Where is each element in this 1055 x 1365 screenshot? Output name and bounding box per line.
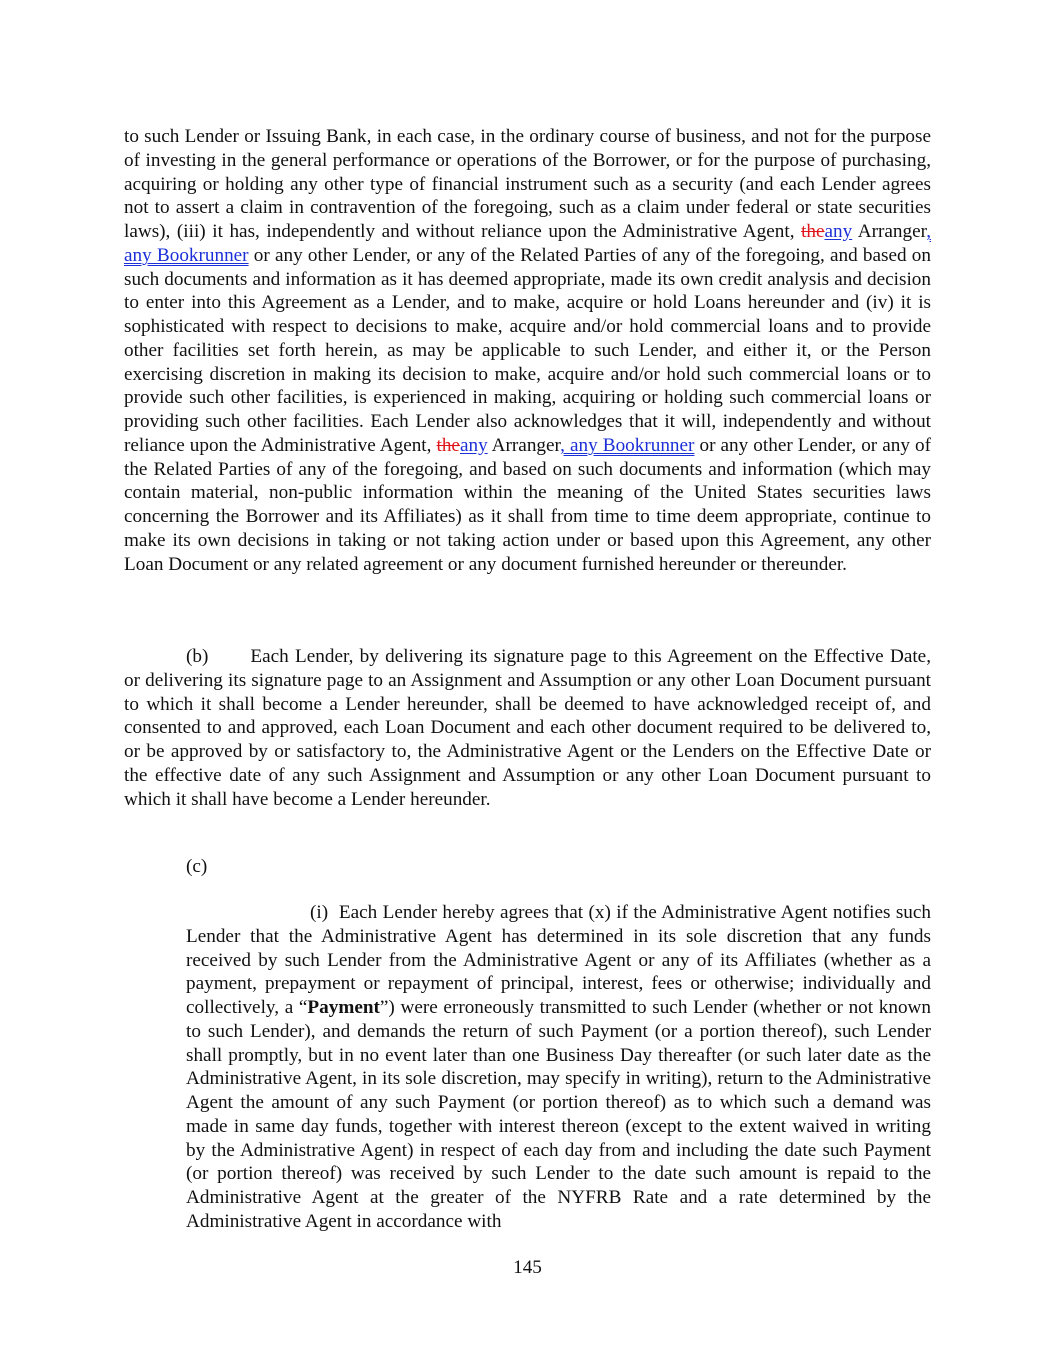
defined-term: Payment <box>307 997 380 1018</box>
deleted-text: the <box>436 434 460 456</box>
paragraph-text: Each Lender, by delivering its signature page to this Agreement on the Effective Date, or delivering its signature page to an Assignment and Assumption or any other Loan Document pursuant to which it shall become a Lender hereunder, shall be deemed to have acknowledged receipt of, and consented to and approved, each Loan Document and each other document required to be delivered to, or be approved by or satisfactory to, the Administrative Agent or the Lenders on the Effective Date or the effective date of any such Assignment and Assumption or any other Loan Document pursuant to which it shall have become a Lender hereunder. <box>124 646 931 810</box>
paragraph-label: (b) <box>186 646 209 667</box>
inserted-text: , any Bookrunner <box>560 434 695 456</box>
inserted-text: , any Bookrunner <box>124 221 932 266</box>
paragraph-b <box>124 645 931 811</box>
text-segment: Arranger <box>487 434 561 456</box>
text-segment: ”) were erroneously transmitted to such Lender (whether or not known to such Lender), and demands the return of such Payment (or a portion thereof), such Lender shall promptly, but in no event later than one Business Day thereafter (or such later date as the Administrative Agent, in its sole discretion, may specify in writing), return to the Administrative Agent the amount of any such Payment (or portion thereof) as to which such a demand was made in same day funds, together with interest thereon (except to the extent waived in writing by the Administrative Agent) in respect of each day from and including the date such Payment (or portion thereof) was received by such Lender to the date such amount is repaid to the Administrative Agent at the greater of the NYFRB Rate and a rate determined by the Administrative Agent in accordance with <box>186 997 931 1232</box>
page-number: 145 <box>513 1257 542 1278</box>
text-segment: Arranger <box>852 221 927 242</box>
text-segment: Each Lender hereby agrees that (x) if the Administrative Agent notifies such Lender that the Administrative Agent has determined in its sole discretion that any funds received by such Lender from the Administrative Agent or any of its Affiliates (whether as a payment, prepayment or repayment of principal, interest, fees or otherwise; individually and collectively, a “ <box>186 902 931 1018</box>
paragraph-label: (i) <box>310 902 329 923</box>
deleted-text: the <box>801 221 825 242</box>
inserted-text: any <box>459 434 488 456</box>
text-segment: or any other Lender, or any of the Related Parties of any of the foregoing, and based on such documents and information (which may contain material, non-public information within the meaning of the United States securities laws concerning the Borrower and its Affiliates) as it shall from time to time deem appropriate, continue to make its own decisions in taking or not taking action under or based upon this Agreement, any other Loan Document or any related agreement or any document furnished hereunder or thereunder. <box>124 434 931 575</box>
paragraph-c <box>186 855 386 879</box>
inserted-text: any <box>824 221 853 242</box>
text-segment: to such Lender or Issuing Bank, in each case, in the ordinary course of business, and not for the purpose of investing in the general performance or operations of the Borrower, or for the purpose of purchasing, acquiring or holding any other type of financial instrument such as a security (and each Lender agrees not to assert a claim in contravention of the foregoing, such as a claim under federal or state securities laws), (iii) it has, independently and without reliance upon the Administrative Agent, <box>124 126 931 242</box>
paragraph-a-continuation <box>124 125 931 576</box>
paragraph-label: (c) <box>186 856 208 877</box>
paragraph-c-i <box>186 901 931 1234</box>
text-segment: or any other Lender, or any of the Related Parties of any of the foregoing, and based on such documents and information as it has deemed appropriate, made its own credit analysis and decision to enter into this Agreement as a Lender, and to make, acquire or hold Loans hereunder and (iv) it is sophisticated with respect to decisions to make, acquire and/or hold commercial loans and to provide other facilities set forth herein, as may be applicable to such Lender, and either it, or the Person exercising discretion in making its decision to make, acquire and/or hold such commercial loans or to provide such other facilities, is experienced in making, acquiring or holding such commercial loans or providing such other facilities. Each Lender also acknowledges that it will, independently and without reliance upon the Administrative Agent, <box>124 244 931 456</box>
